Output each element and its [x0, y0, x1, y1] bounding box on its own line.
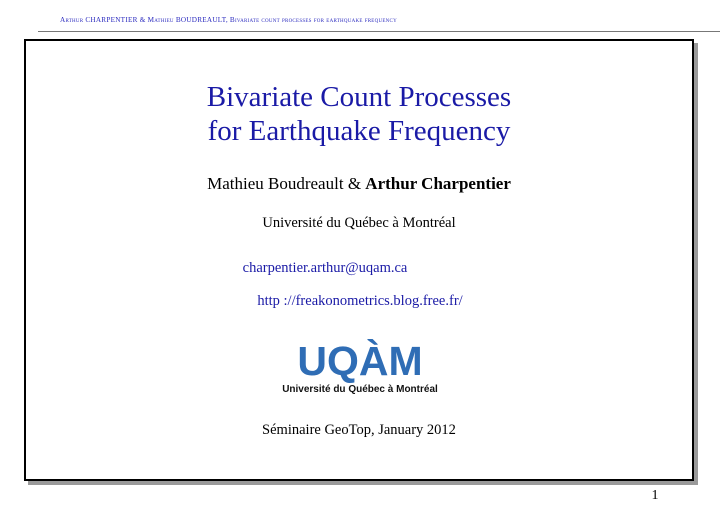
- email-link[interactable]: charpentier.arthur@uqam.ca: [242, 260, 408, 276]
- author-2: Arthur Charpentier: [365, 174, 511, 193]
- event-line: Séminaire GeoTop, January 2012: [262, 422, 456, 438]
- title-line-1: Bivariate Count Processes: [206, 81, 512, 113]
- author-separator: &: [343, 174, 366, 193]
- title-line-2: for Earthquake Frequency: [207, 115, 511, 147]
- uqam-logo: [279, 337, 441, 397]
- header-rule: [38, 31, 720, 32]
- page-number: 1: [651, 488, 659, 503]
- logo-subtitle: Université du Québec à Montréal: [282, 384, 438, 395]
- logo-wordmark: UQÀM: [297, 338, 423, 384]
- slide-title: [24, 80, 694, 148]
- author-1: Mathieu Boudreault: [207, 174, 344, 193]
- affiliation: Université du Québec à Montréal: [262, 215, 456, 231]
- running-head: Arthur CHARPENTIER & Mathieu BOUDREAULT, Bivariate count processes for earthquake frequency: [60, 16, 397, 24]
- author-list: [24, 174, 694, 194]
- website-link[interactable]: http ://freakonometrics.blog.free.fr/: [257, 293, 463, 309]
